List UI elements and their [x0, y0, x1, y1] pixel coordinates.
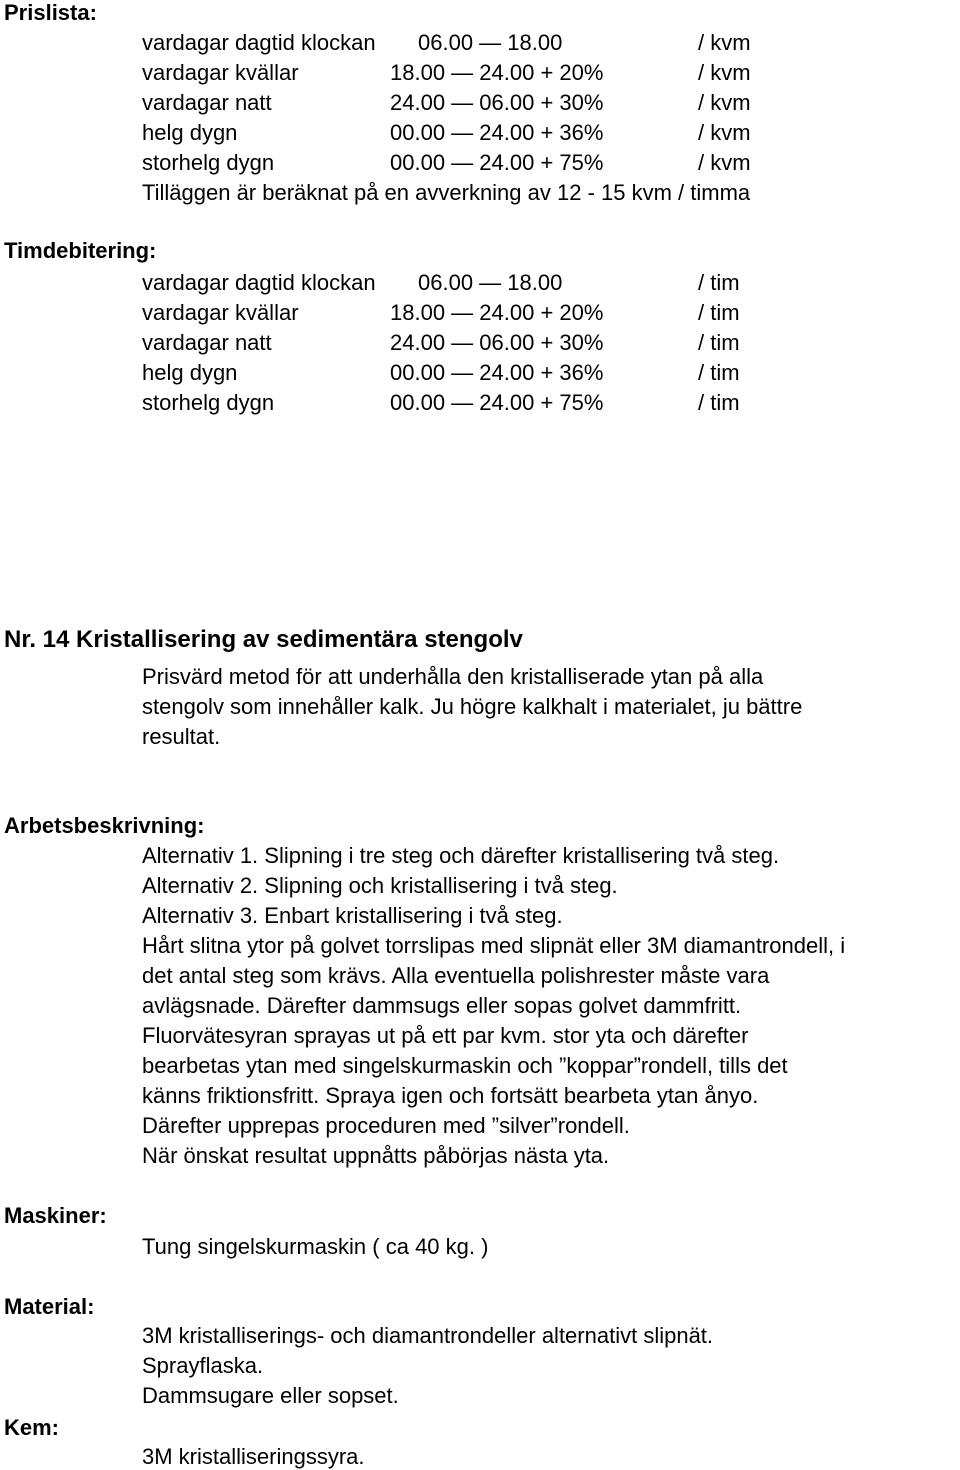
hour-row-time: 18.00 — 24.00 + 20% [390, 300, 604, 325]
section-intro-line: stengolv som innehåller kalk. Ju högre kalkhalt i materialet, ju bättre [142, 694, 803, 719]
work-line: känns friktionsfritt. Spraya igen och fortsätt bearbeta ytan ånyo. [142, 1083, 759, 1108]
hour-row-time: 00.00 — 24.00 + 75% [390, 390, 604, 415]
price-row-unit: / kvm [698, 30, 751, 55]
maskiner-heading: Maskiner: [4, 1203, 107, 1228]
work-line: Alternativ 1. Slipning i tre steg och därefter kristallisering två steg. [142, 843, 780, 868]
kem-line: 3M kristalliseringssyra. [142, 1444, 365, 1469]
material-line: Dammsugare eller sopset. [142, 1383, 399, 1408]
prislista-heading: Prislista: [4, 0, 97, 25]
work-line: Alternativ 2. Slipning och kristallisering i två steg. [142, 873, 618, 898]
price-row-time: 06.00 — 18.00 [418, 30, 563, 55]
section-intro-line: resultat. [142, 724, 221, 749]
hour-row-time: 00.00 — 24.00 + 36% [390, 360, 604, 385]
material-heading: Material: [4, 1294, 95, 1319]
price-row-label: vardagar dagtid klockan [142, 30, 376, 55]
work-line: avlägsnade. Därefter dammsugs eller sopas golvet dammfritt. [142, 993, 742, 1018]
timdebitering-heading: Timdebitering: [4, 238, 157, 263]
work-line: Fluorvätesyran sprayas ut på ett par kvm. stor yta och därefter [142, 1023, 749, 1048]
hour-row-label: vardagar dagtid klockan [142, 270, 376, 295]
section-intro-line: Prisvärd metod för att underhålla den kristalliserade ytan på alla [142, 664, 764, 689]
price-row-label: vardagar natt [142, 90, 272, 115]
work-line: Alternativ 3. Enbart kristallisering i två steg. [142, 903, 563, 928]
material-line: 3M kristalliserings- och diamantrondeller alternativt slipnät. [142, 1323, 714, 1348]
hour-row-time: 24.00 — 06.00 + 30% [390, 330, 604, 355]
hour-row-label: storhelg dygn [142, 390, 275, 415]
hour-row-unit: / tim [698, 360, 740, 385]
kem-heading: Kem: [4, 1415, 60, 1440]
price-row-time: 24.00 — 06.00 + 30% [390, 90, 604, 115]
work-line: När önskat resultat uppnåtts påbörjas nästa yta. [142, 1143, 610, 1168]
price-row-unit: / kvm [698, 60, 751, 85]
hour-row-label: vardagar natt [142, 330, 272, 355]
work-line: Hårt slitna ytor på golvet torrslipas med slipnät eller 3M diamantrondell, i [142, 933, 846, 958]
work-line: det antal steg som krävs. Alla eventuella polishrester måste vara [142, 963, 770, 988]
price-row-unit: / kvm [698, 120, 751, 145]
arbetsbeskrivning-heading: Arbetsbeskrivning: [4, 813, 205, 838]
hour-row-unit: / tim [698, 330, 740, 355]
material-line: Sprayflaska. [142, 1353, 264, 1378]
section-title: Nr. 14 Kristallisering av sedimentära stengolv [4, 626, 523, 653]
work-line: Därefter upprepas proceduren med ”silver”rondell. [142, 1113, 630, 1138]
work-line: bearbetas ytan med singelskurmaskin och ”koppar”rondell, tills det [142, 1053, 788, 1078]
prislista-note: Tilläggen är beräknat på en avverkning av 12 - 15 kvm / timma [142, 180, 751, 205]
maskiner-line: Tung singelskurmaskin ( ca 40 kg. ) [142, 1234, 489, 1259]
price-row-label: storhelg dygn [142, 150, 275, 175]
price-row-unit: / kvm [698, 150, 751, 175]
hour-row-unit: / tim [698, 300, 740, 325]
price-row-time: 18.00 — 24.00 + 20% [390, 60, 604, 85]
hour-row-unit: / tim [698, 390, 740, 415]
price-row-label: vardagar kvällar [142, 60, 299, 85]
price-row-time: 00.00 — 24.00 + 75% [390, 150, 604, 175]
price-row-unit: / kvm [698, 90, 751, 115]
price-row-label: helg dygn [142, 120, 238, 145]
hour-row-label: vardagar kvällar [142, 300, 299, 325]
price-row-time: 00.00 — 24.00 + 36% [390, 120, 604, 145]
hour-row-time: 06.00 — 18.00 [418, 270, 563, 295]
hour-row-label: helg dygn [142, 360, 238, 385]
hour-row-unit: / tim [698, 270, 740, 295]
